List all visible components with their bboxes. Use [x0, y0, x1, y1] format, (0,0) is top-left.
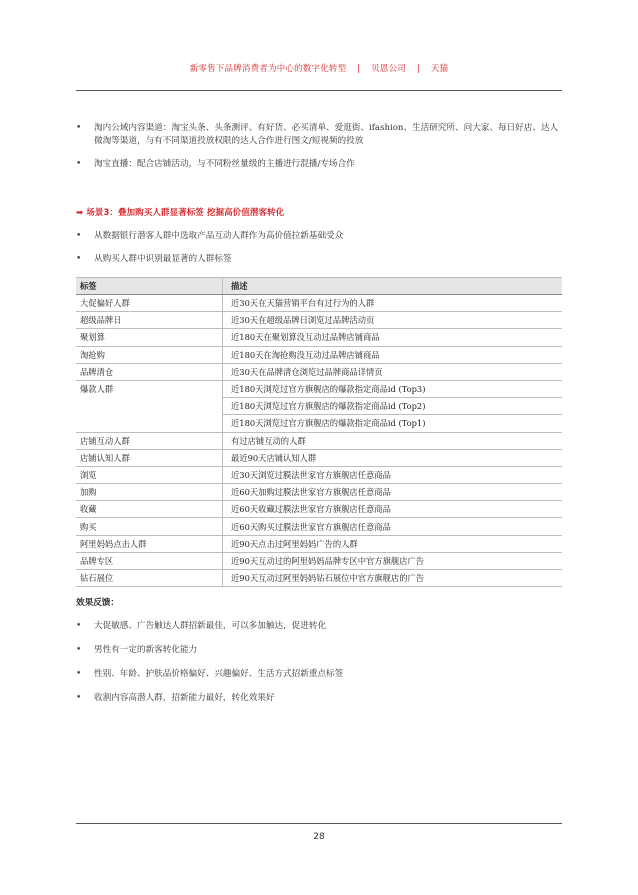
- list-item: [76, 230, 562, 243]
- list-item: [76, 620, 562, 633]
- header-org-bain: 贝恩公司: [371, 64, 406, 74]
- description-cell: 近30天在天猫营销平台有过行为的人群: [223, 295, 563, 312]
- tag-cell: [76, 398, 223, 415]
- audience-tag-table: [76, 277, 562, 587]
- list-item: [76, 158, 562, 171]
- bullet-icon: •: [76, 693, 82, 703]
- table-row: [76, 312, 562, 329]
- bullet-icon: •: [76, 254, 82, 264]
- description-cell: 近90天互动过阿里妈妈钻石展位中官方旗舰店的广告: [223, 570, 563, 587]
- table-row: [76, 380, 562, 397]
- header-org-tmall: 天猫: [430, 64, 449, 74]
- page-number: 28: [313, 832, 325, 842]
- bullet-icon: •: [76, 231, 82, 241]
- tag-cell: 聚划算: [76, 329, 223, 346]
- scene-3-title: ➡ 场景3：叠加购买人群显著标签 挖掘高价值潜客转化: [76, 208, 285, 218]
- tag-cell: 淘抢购: [76, 346, 223, 363]
- effect-feedback-title: 效果反馈：: [76, 598, 119, 608]
- footer-rule: [76, 823, 562, 824]
- header-title: 新零售下品牌消费者为中心的数字化转型: [189, 64, 347, 74]
- tag-cell: 大促偏好人群: [76, 295, 223, 312]
- tag-cell: 购买: [76, 518, 223, 535]
- list-item: [76, 122, 562, 148]
- bullet-text: 从数据银行潜客人群中选取产品互动人群作为高价值拉新基础受众: [94, 231, 344, 241]
- bullet-text: 性别、年龄、护肤品价格偏好、兴趣偏好、生活方式招新重点标签: [94, 669, 344, 679]
- tag-cell: 钻石展位: [76, 570, 223, 587]
- bullet-text: 淘内公域内容渠道：淘宝头条、头条测评、有好货、必买清单、爱逛街、ifashion、生活研究所、问大家、每日好店、达人微淘等渠道，与有不同渠道投放权限的达人合作进行图文/短视频的投放: [94, 123, 559, 146]
- description-cell: 近180天浏览过官方旗舰店的爆款指定商品id (Top2): [223, 398, 563, 415]
- description-cell: 有过店铺互动的人群: [223, 432, 563, 449]
- bullet-icon: •: [76, 645, 82, 655]
- bullet-icon: •: [76, 669, 82, 679]
- table-row: [76, 552, 562, 569]
- tag-cell: 超级品牌日: [76, 312, 223, 329]
- running-header: [0, 62, 638, 74]
- description-cell: 最近90天店铺认知人群: [223, 449, 563, 466]
- table-header-row: [76, 278, 562, 295]
- table-row: [76, 466, 562, 483]
- description-cell: 近60天收藏过膜法世家官方旗舰店任意商品: [223, 501, 563, 518]
- header-separator: |: [357, 64, 361, 74]
- description-cell: 近30天在品牌清仓浏览过品牌商品详情页: [223, 363, 563, 380]
- list-item: [76, 692, 562, 705]
- list-item: [76, 644, 562, 657]
- tag-cell: 品牌清仓: [76, 363, 223, 380]
- bullet-icon: •: [76, 621, 82, 631]
- description-cell: 近60天购买过膜法世家官方旗舰店任意商品: [223, 518, 563, 535]
- description-cell: 近180天在聚划算没互动过品牌店铺商品: [223, 329, 563, 346]
- table-row: [76, 415, 562, 432]
- bullet-text: 收割内容高潜人群，招新能力最好，转化效果好: [94, 693, 275, 703]
- table-row: [76, 449, 562, 466]
- tag-cell: 收藏: [76, 501, 223, 518]
- tag-cell: [76, 415, 223, 432]
- table-row: [76, 432, 562, 449]
- tag-cell: 浏览: [76, 466, 223, 483]
- table-row: [76, 535, 562, 552]
- list-item: [76, 668, 562, 681]
- column-header-tag: 标签: [76, 278, 223, 295]
- table-row: [76, 484, 562, 501]
- table-row: [76, 570, 562, 587]
- table-row: [76, 295, 562, 312]
- mid-bullet-list: [76, 230, 562, 266]
- header-separator: |: [416, 64, 420, 74]
- description-cell: 近180天浏览过官方旗舰店的爆款指定商品id (Top1): [223, 415, 563, 432]
- description-cell: 近30天在超级品牌日浏览过品牌活动页: [223, 312, 563, 329]
- bullet-text: 大促敏感、广告触达人群招新最佳，可以多加触达，促进转化: [94, 621, 327, 631]
- tag-cell: 店铺互动人群: [76, 432, 223, 449]
- tag-cell: 爆款人群: [80, 384, 114, 395]
- column-header-description: 描述: [223, 278, 563, 295]
- effect-bullet-list: [76, 620, 562, 705]
- table-row: [76, 398, 562, 415]
- description-cell: 近90天点击过阿里妈妈广告的人群: [223, 535, 563, 552]
- bullet-icon: •: [76, 159, 82, 169]
- table-row: [76, 501, 562, 518]
- bullet-text: 男性有一定的新客转化能力: [94, 645, 198, 655]
- description-cell: 近60天加购过膜法世家官方旗舰店任意商品: [223, 484, 563, 501]
- header-rule: [76, 90, 562, 91]
- description-cell: 近180天在淘抢购没互动过品牌店铺商品: [223, 346, 563, 363]
- table-row: [76, 329, 562, 346]
- tag-cell: 加购: [76, 484, 223, 501]
- bullet-text: 从购买人群中识别最显著的人群标签: [94, 254, 232, 264]
- top-bullet-list: [76, 122, 562, 171]
- bullet-icon: •: [76, 123, 82, 133]
- tag-cell: 品牌专区: [76, 552, 223, 569]
- tag-cell: 阿里妈妈点击人群: [76, 535, 223, 552]
- description-cell: 近90天互动过的阿里妈妈品牌专区中官方旗舰店广告: [223, 552, 563, 569]
- description-cell: 近30天浏览过膜法世家官方旗舰店任意商品: [223, 466, 563, 483]
- table-row: [76, 518, 562, 535]
- table-row: [76, 346, 562, 363]
- list-item: [76, 253, 562, 266]
- table-row: [76, 363, 562, 380]
- tag-cell: 店铺认知人群: [76, 449, 223, 466]
- description-cell: 近180天浏览过官方旗舰店的爆款指定商品id (Top3): [223, 380, 563, 397]
- bullet-text: 淘宝直播：配合店铺活动，与不同粉丝量级的主播进行混播/专场合作: [94, 159, 355, 169]
